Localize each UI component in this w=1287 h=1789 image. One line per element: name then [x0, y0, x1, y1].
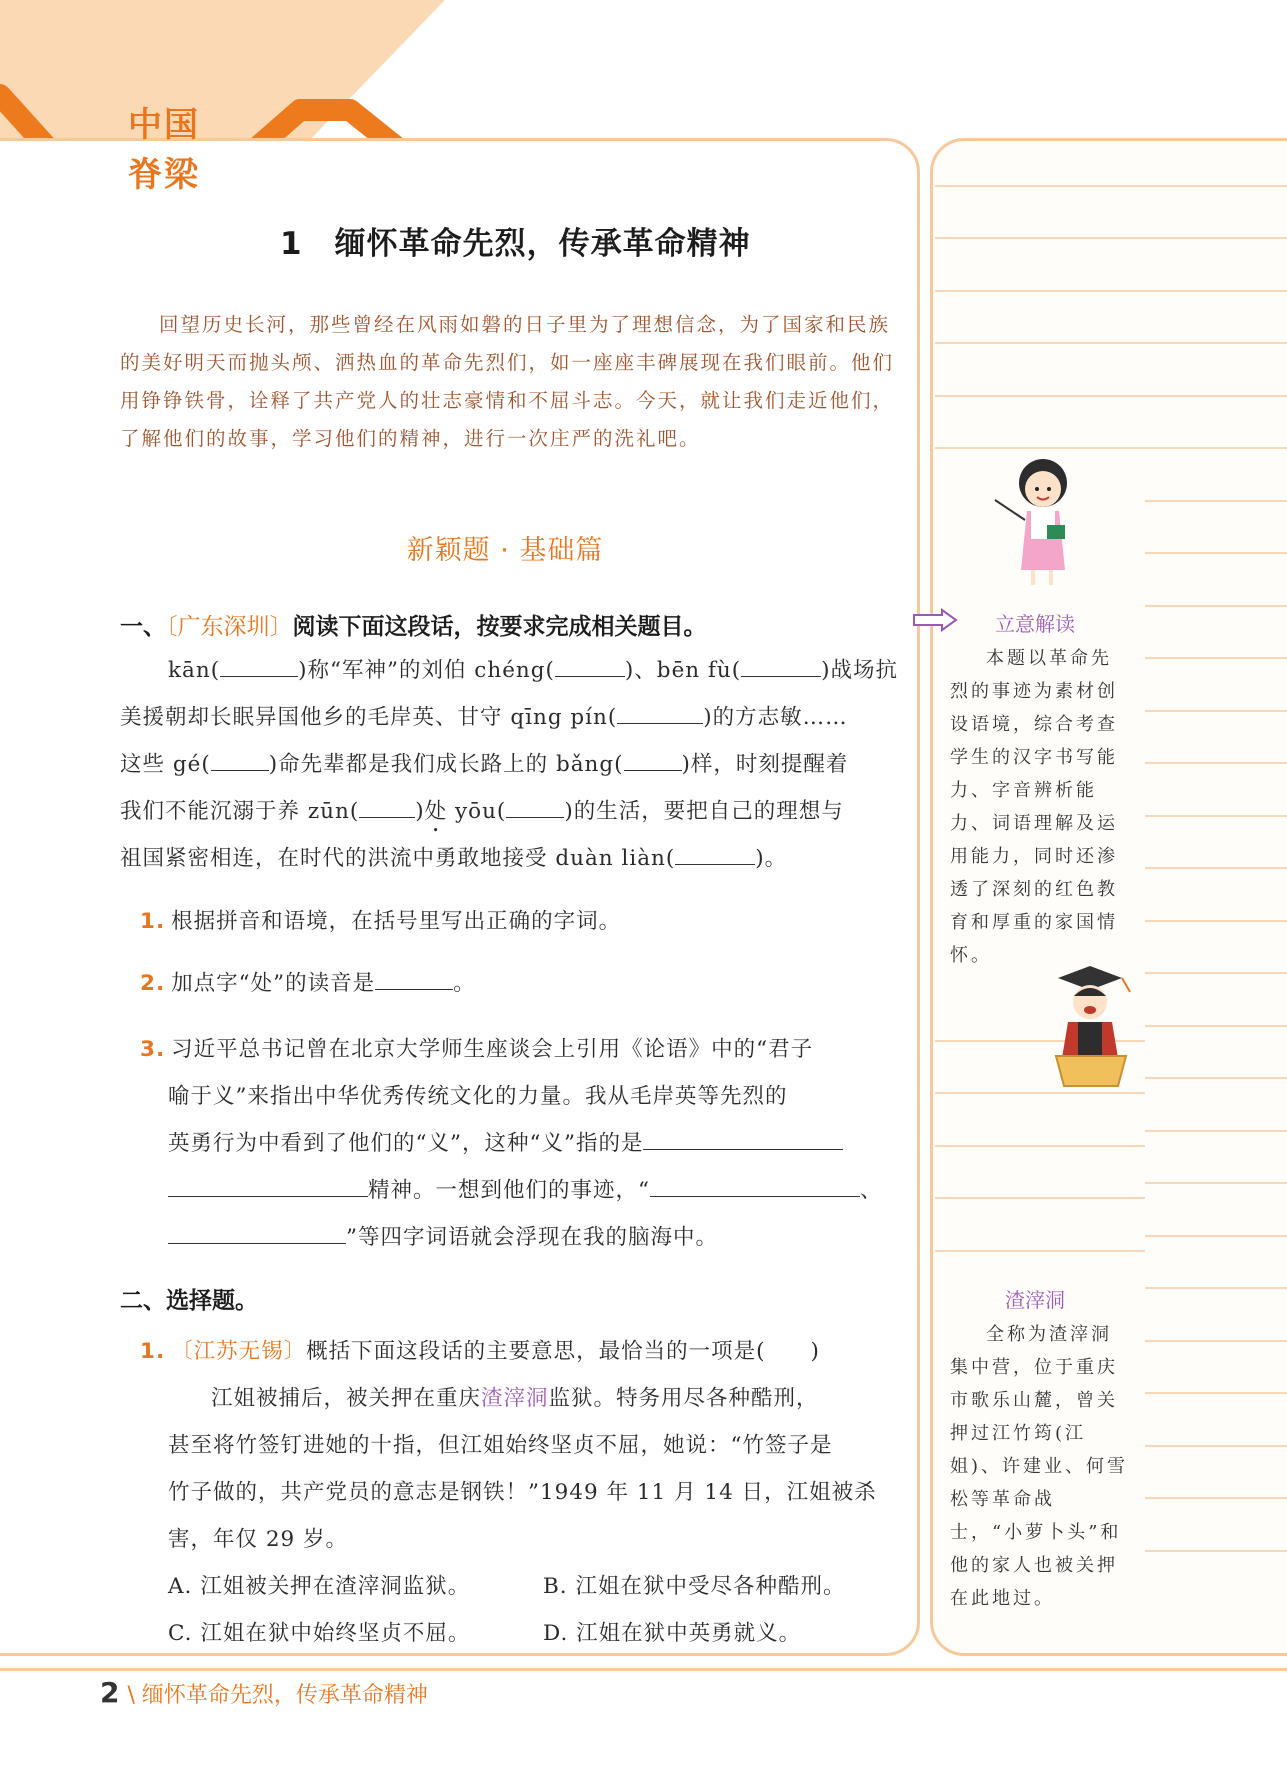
- passage-line-1: kān( )称“军神”的刘伯 chéng( )、bēn fù( )战场抗: [168, 653, 898, 684]
- brand-line-1: 中国: [128, 105, 200, 145]
- intro-paragraph: 回望历史长河，那些曾经在风雨如磐的日子里为了理想信念，为了国家和民族的美好明天而抛头颅、洒热血的革命先烈们，如一座座丰碑展现在我们眼前。他们用铮铮铁骨，诠释了共产党人的壮志豪情和不屈斗志。今天，就让我们走近他们，了解他们的故事，学习他们的精神，进行一次庄严的洗礼吧。: [120, 313, 895, 450]
- option-c[interactable]: C. 江姐在狱中始终坚贞不屈。: [168, 1621, 471, 1646]
- sub-question-1: 1. 根据拼音和语境，在括号里写出正确的字词。: [140, 909, 622, 934]
- answer-blank[interactable]: [168, 1174, 368, 1197]
- footer-divider: [0, 1668, 1287, 1671]
- passage-line-4: 我们不能沉溺于养 zūn( )处 yōu( )的生活，要把自己的理想与: [120, 794, 844, 837]
- passage-line-5: 祖国紧密相连，在时代的洪流中勇敢地接受 duàn liàn( )。: [120, 841, 787, 872]
- brand-line-2: 脊梁: [128, 155, 200, 195]
- answer-blank[interactable]: [643, 1127, 843, 1150]
- passage-line-3: 这些 gé( )命先辈都是我们成长路上的 bǎng( )样，时刻提醒着: [120, 747, 848, 778]
- answer-blank[interactable]: [650, 1174, 860, 1197]
- footer-title: 缅怀革命先烈，传承革命精神: [141, 1683, 428, 1708]
- sub-question-3: 3. 习近平总书记曾在北京大学师生座谈会上引用《论语》中的“君子 喻于义”来指出中华优秀传统文化的力量。我从毛岸英等先烈的 英勇行为中看到了他们的“义”，这种“义”指的是 精神。一想到他们的事迹，“ 、 ”等四字词语就会浮现在我的脑海中。: [140, 1037, 883, 1250]
- choice-question-1: 1. 〔江苏无锡〕概括下面这段话的主要意思，最恰当的一项是( ) 江姐被捕后，被关押在重庆渣滓洞监狱。特务用尽各种酷刑， 甚至将竹签钉进她的十指，但江姐始终坚贞不屈，她说：“竹签子是 竹子做的，共产党员的意志是钢铁！”1949 年 11 月 14 日，江姐被杀 害，年仅 29 岁。 A. 江姐被关押在渣滓洞监狱。 B. 江姐在狱中受尽各种酷刑。 C. 江姐在狱中始终坚贞不屈。 D. 江姐在狱中英勇就义。: [140, 1328, 900, 1657]
- graduate-illustration: [1038, 958, 1143, 1093]
- dotted-char: 处: [424, 799, 448, 824]
- note-1-title: 立意解读: [995, 612, 1075, 636]
- answer-blank[interactable]: [375, 967, 453, 990]
- question-1-heading: 一、〔广东深圳〕阅读下面这段话，按要求完成相关题目。: [120, 614, 707, 640]
- section-title: 新颖题 · 基础篇: [406, 535, 604, 566]
- note-1-text: 本题以革命先烈的事迹为素材创设语境，综合考查学生的汉字书写能力、字音辨析能力、词语理解及运用能力，同时还渗透了深刻的红色教育和厚重的家国情怀。: [950, 648, 1118, 966]
- brand-logo: [128, 100, 200, 200]
- question-2-heading: 二、选择题。: [120, 1288, 258, 1314]
- option-b[interactable]: B. 江姐在狱中受尽各种酷刑。: [543, 1574, 846, 1599]
- option-d[interactable]: D. 江姐在狱中英勇就义。: [543, 1621, 802, 1646]
- page-number: 2: [100, 1676, 120, 1709]
- option-a[interactable]: A. 江姐被关押在渣滓洞监狱。: [168, 1574, 471, 1599]
- term-link: 渣滓洞: [481, 1386, 549, 1411]
- sub-question-2: 2. 加点字“处”的读音是 。: [140, 966, 476, 997]
- chapter-title: 1 缅怀革命先烈，传承革命精神: [280, 226, 751, 262]
- note-2-title: 渣滓洞: [1005, 1288, 1065, 1312]
- answer-blank[interactable]: [168, 1221, 346, 1244]
- passage-line-2: 美援朝却长眠异国他乡的毛岸英、甘守 qīng pín( )的方志敏……: [120, 700, 848, 731]
- region-tag: 〔江苏无锡〕: [171, 1339, 307, 1364]
- note-2-text: 全称为渣滓洞集中营，位于重庆市歌乐山麓，曾关押过江竹筠(江姐)、许建业、何雪松等革命战士，“小萝卜头”和他的家人也被关押在此地过。: [950, 1324, 1129, 1609]
- region-tag: 〔广东深圳〕: [166, 614, 293, 640]
- pointer-arrow-icon: [912, 608, 958, 632]
- teacher-illustration: [985, 445, 1095, 590]
- page-footer: 2 \ 缅怀革命先烈，传承革命精神: [100, 1676, 428, 1709]
